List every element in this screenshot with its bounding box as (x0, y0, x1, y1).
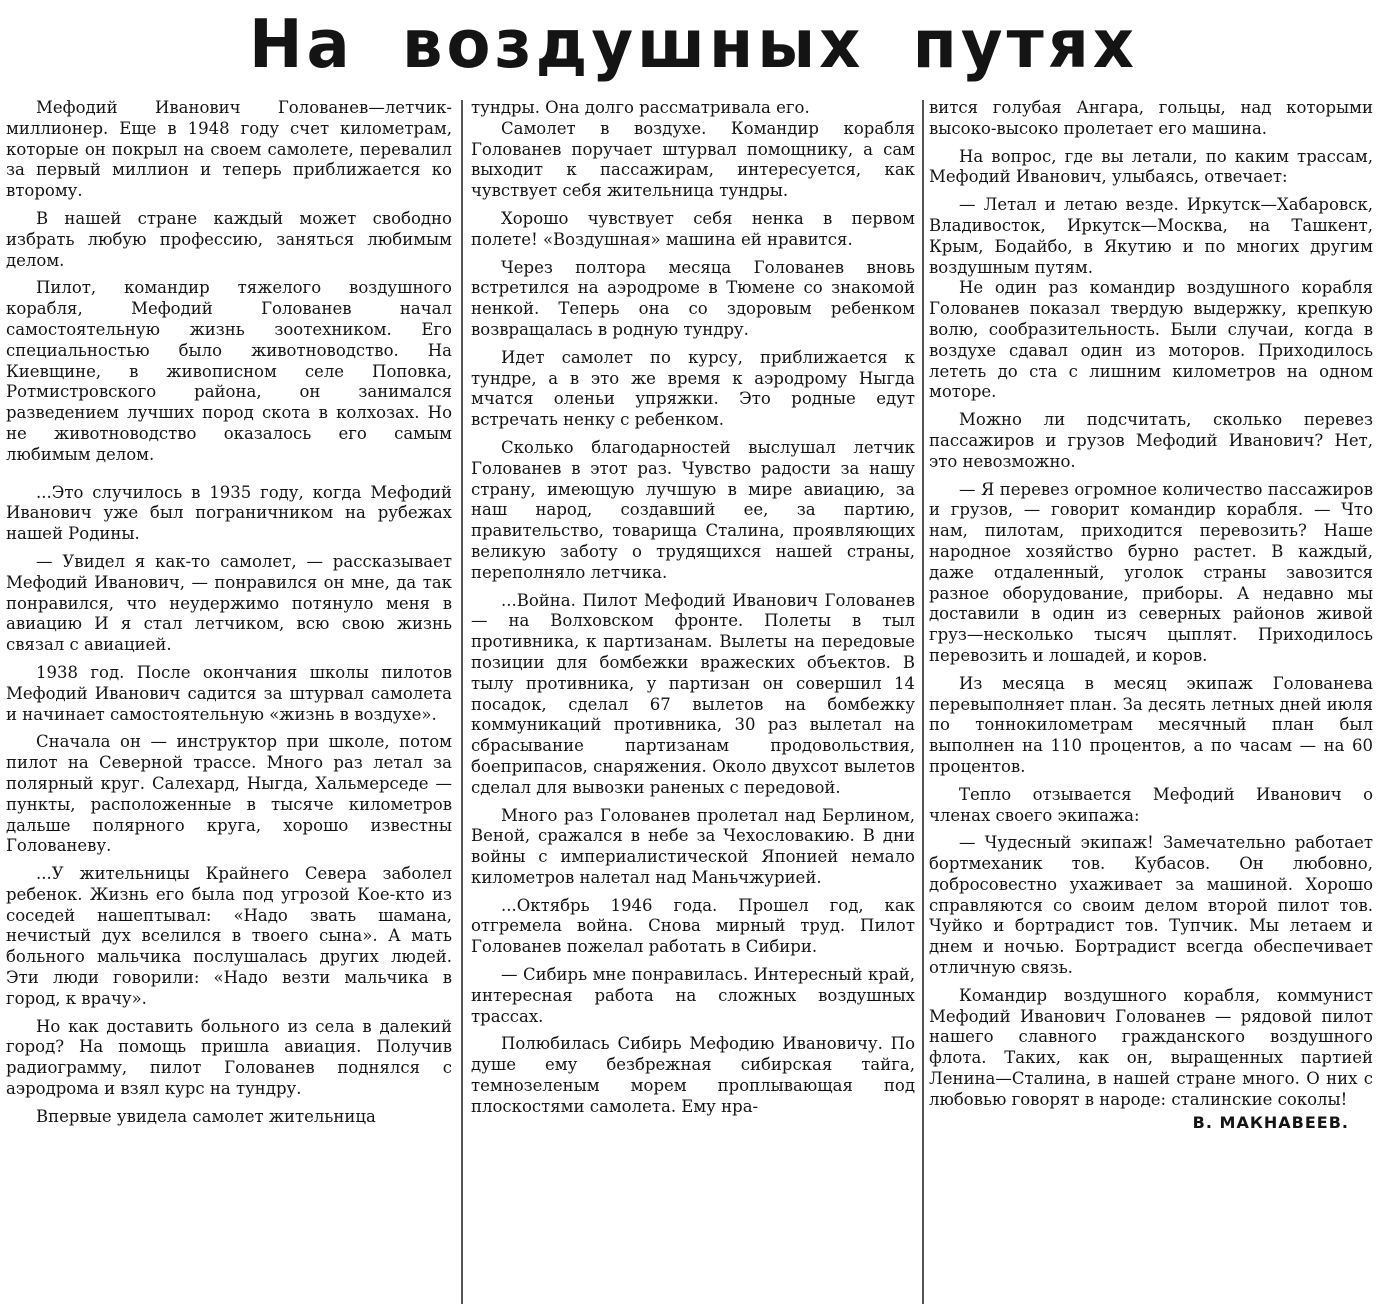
paragraph: ...Это случилось в 1935 году, когда Мефодий Иванович уже был пограничником на рубежах нашей Родины. (6, 482, 452, 544)
paragraph: — Увидел я как-то самолет, — рассказывает Мефодий Иванович, — понравился он мне, да так понравился, что неудержимо потянуло меня в авиацию И я стал летчиком, всю свою жизнь связал с авиацией. (6, 551, 452, 655)
article-column-3 (929, 98, 1373, 1304)
paragraph: вится голубая Ангара, гольцы, над которыми высоко-высоко пролетает его машина. (929, 98, 1373, 138)
paragraph: 1938 год. После окончания школы пилотов Мефодий Иванович садится за штурвал самолета и начинает самостоятельную «жизнь в воздухе». (6, 662, 452, 724)
column-divider (922, 100, 924, 1304)
paragraph: ...Октябрь 1946 года. Прошел год, как отгремела война. Снова мирный труд. Пилот Голованев пожелал работать в Сибири. (471, 895, 915, 957)
paragraph: Через полтора месяца Голованев вновь встретился на аэродроме в Тюмене со знакомой ненкой. Теперь она со здоровым ребенком возвращалась в родную тундру. (471, 257, 915, 339)
paragraph: Сколько благодарностей выслушал летчик Голованев в этот раз. Чувство радости за нашу страну, имеющую лучшую в мире авиацию, за наш народ, создавший ее, за партию, правительство, товарища Сталина, проявляющих великую заботу о трудящихся нашей страны, переполняло летчика. (471, 437, 915, 582)
paragraph: Полюбилась Сибирь Мефодию Ивановичу. По душе ему безбрежная сибирская тайга, темнозеленым морем проплывающая под плоскостями самолета. Ему нра- (471, 1034, 915, 1116)
paragraph: ...Война. Пилот Мефодий Иванович Голованев — на Волховском фронте. Полеты в тыл противника, к партизанам. Вылеты на передовые позиции для бомбежки вражеских объектов. В тылу противника, у партизан он совершил 14 посадок, сделал 67 вылетов на бомбежку коммуникаций противника, 30 раз вылетал на сбрасывание партизанам продовольствия, боеприпасов, снаряжения. Около двухсот вылетов сделал для вывозки раненых с передовой. (471, 590, 915, 797)
author-signature: В. МАКНАВЕЕВ. (1192, 1112, 1349, 1132)
paragraph: В нашей стране каждый может свободно избрать любую профессию, заняться любимым делом. (6, 208, 452, 270)
paragraph: — Я перевез огромное количество пассажиров и грузов, — говорит командир корабля. — Что нам, пилотам, приходится перевозить? Наше народное хозяйство бурно растет. В каждый, даже отдаленный, уголок страны завозится разное оборудование, приборы. А недавно мы доставили в один из северных районов живой груз—несколько тысяч цыплят. Приходилось перевозить и лошадей, и коров. (929, 479, 1373, 665)
paragraph: тундры. Она долго рассматривала его. (471, 98, 810, 117)
paragraph: Можно ли подсчитать, сколько перевез пассажиров и грузов Мефодий Иванович? Нет, это невозможно. (929, 410, 1373, 471)
paragraph: — Чудесный экипаж! Замечательно работает бортмеханик тов. Кубасов. Он любовно, добросовестно ухаживает за машиной. Хорошо справляются со своим делом второй пилот тов. Чуйко и бортрадист тов. Тупчик. Мы летаем и днем и ночью. Бортрадист всегда обеспечивает отличную связь. (929, 833, 1373, 978)
paragraph: Но как доставить больного из села в далекий город? На помощь пришла авиация. Получив радиограмму, пилот Голованев поднялся с аэродрома и взял курс на тундру. (6, 1016, 452, 1099)
paragraph: Впервые увидела самолет жительница (36, 1106, 376, 1126)
paragraph: На вопрос, где вы летали, по каким трассам, Мефодий Иванович, улыбаясь, отвечает: (929, 146, 1373, 187)
article-column-2 (471, 98, 915, 1304)
paragraph: Хорошо чувствует себя ненка в первом полете! «Воздушная» машина ей нравится. (471, 208, 915, 249)
paragraph: ...У жительницы Крайнего Севера заболел ребенок. Жизнь его была под угрозой Кое-кто из соседей нашептывал: «Надо звать шамана, нечистый дух вселился в твоего сына». А мать больного мальчика послушалась других людей. Эти люди говорили: «Надо везти мальчика в город, к врачу». (6, 864, 452, 1008)
headline: На воздушных путях (248, 6, 1139, 84)
paragraph: Много раз Голованев пролетал над Берлином, Веной, сражался в небе за Чехословакию. В дни войны с империалистической Японией немало километров налетал над Маньчжурией. (471, 805, 915, 887)
paragraph: Сначала он — инструктор при школе, потом пилот на Северной трассе. Много раз летал за полярный круг. Салехард, Ныгда, Хальмерседе — пункты, расположенные в тысяче километров дальше полярного круга, хорошо известны Голованеву. (6, 732, 452, 856)
paragraph: Самолет в воздухе. Командир корабля Голованев поручает штурвал помощнику, а сам выходит к пассажирам, интересуется, как чувствует себя жительница тундры. (471, 118, 915, 201)
article-column-1 (6, 98, 452, 1304)
paragraph: Мефодий Иванович Голованев—летчик-миллионер. Еще в 1948 году счет километрам, которые он покрыл на своем самолете, перевалил за первый миллион и теперь приближается ко второму. (6, 98, 452, 201)
column-divider (461, 100, 463, 1304)
paragraph: Пилот, командир тяжелого воздушного корабля, Мефодий Голованев начал самостоятельную жизнь зоотехником. Его специальностью было животноводство. На Киевщине, в живописном селе Поповка, Ротмистровского района, он занимался разведением лучших пород скота в колхозах. Но не животноводство оказалось его самым любимым делом. (6, 278, 452, 464)
paragraph: Идет самолет по курсу, приближается к тундре, а в это же время к аэродрому Ныгда мчатся оленьи упряжки. Это родные едут встречать ненку с ребенком. (471, 347, 915, 430)
paragraph: Из месяца в месяц экипаж Голованева перевыполняет план. За десять летных дней июля по тоннокилометрам месячный план был выполнен на 110 процентов, а по часам — на 60 процентов. (929, 673, 1373, 776)
paragraph: — Летал и летаю везде. Иркутск—Хабаровск, Владивосток, Иркутск—Москва, на Ташкент, Крым, Бодайбо, в Якутию и по многих другим воздушным путям. (929, 195, 1373, 277)
paragraph: Не один раз командир воздушного корабля Голованев показал твердую выдержку, крепкую волю, сообразительность. Были случаи, когда в воздухе сдавал один из моторов. Приходилось лететь до ста с лишним километров на одном моторе. (929, 278, 1373, 402)
paragraph: — Сибирь мне понравилась. Интересный край, интересная работа на сложных воздушных трассах. (471, 965, 915, 1026)
paragraph: Тепло отзывается Мефодий Иванович о членах своего экипажа: (929, 784, 1373, 825)
paragraph: Командир воздушного корабля, коммунист Мефодий Иванович Голованев — рядовой пилот нашего славного гражданского воздушного флота. Таких, как он, выращенных партией Ленина—Сталина, в нашей стране много. О них с любовью говорят в народе: сталинские соколы! (929, 985, 1373, 1109)
